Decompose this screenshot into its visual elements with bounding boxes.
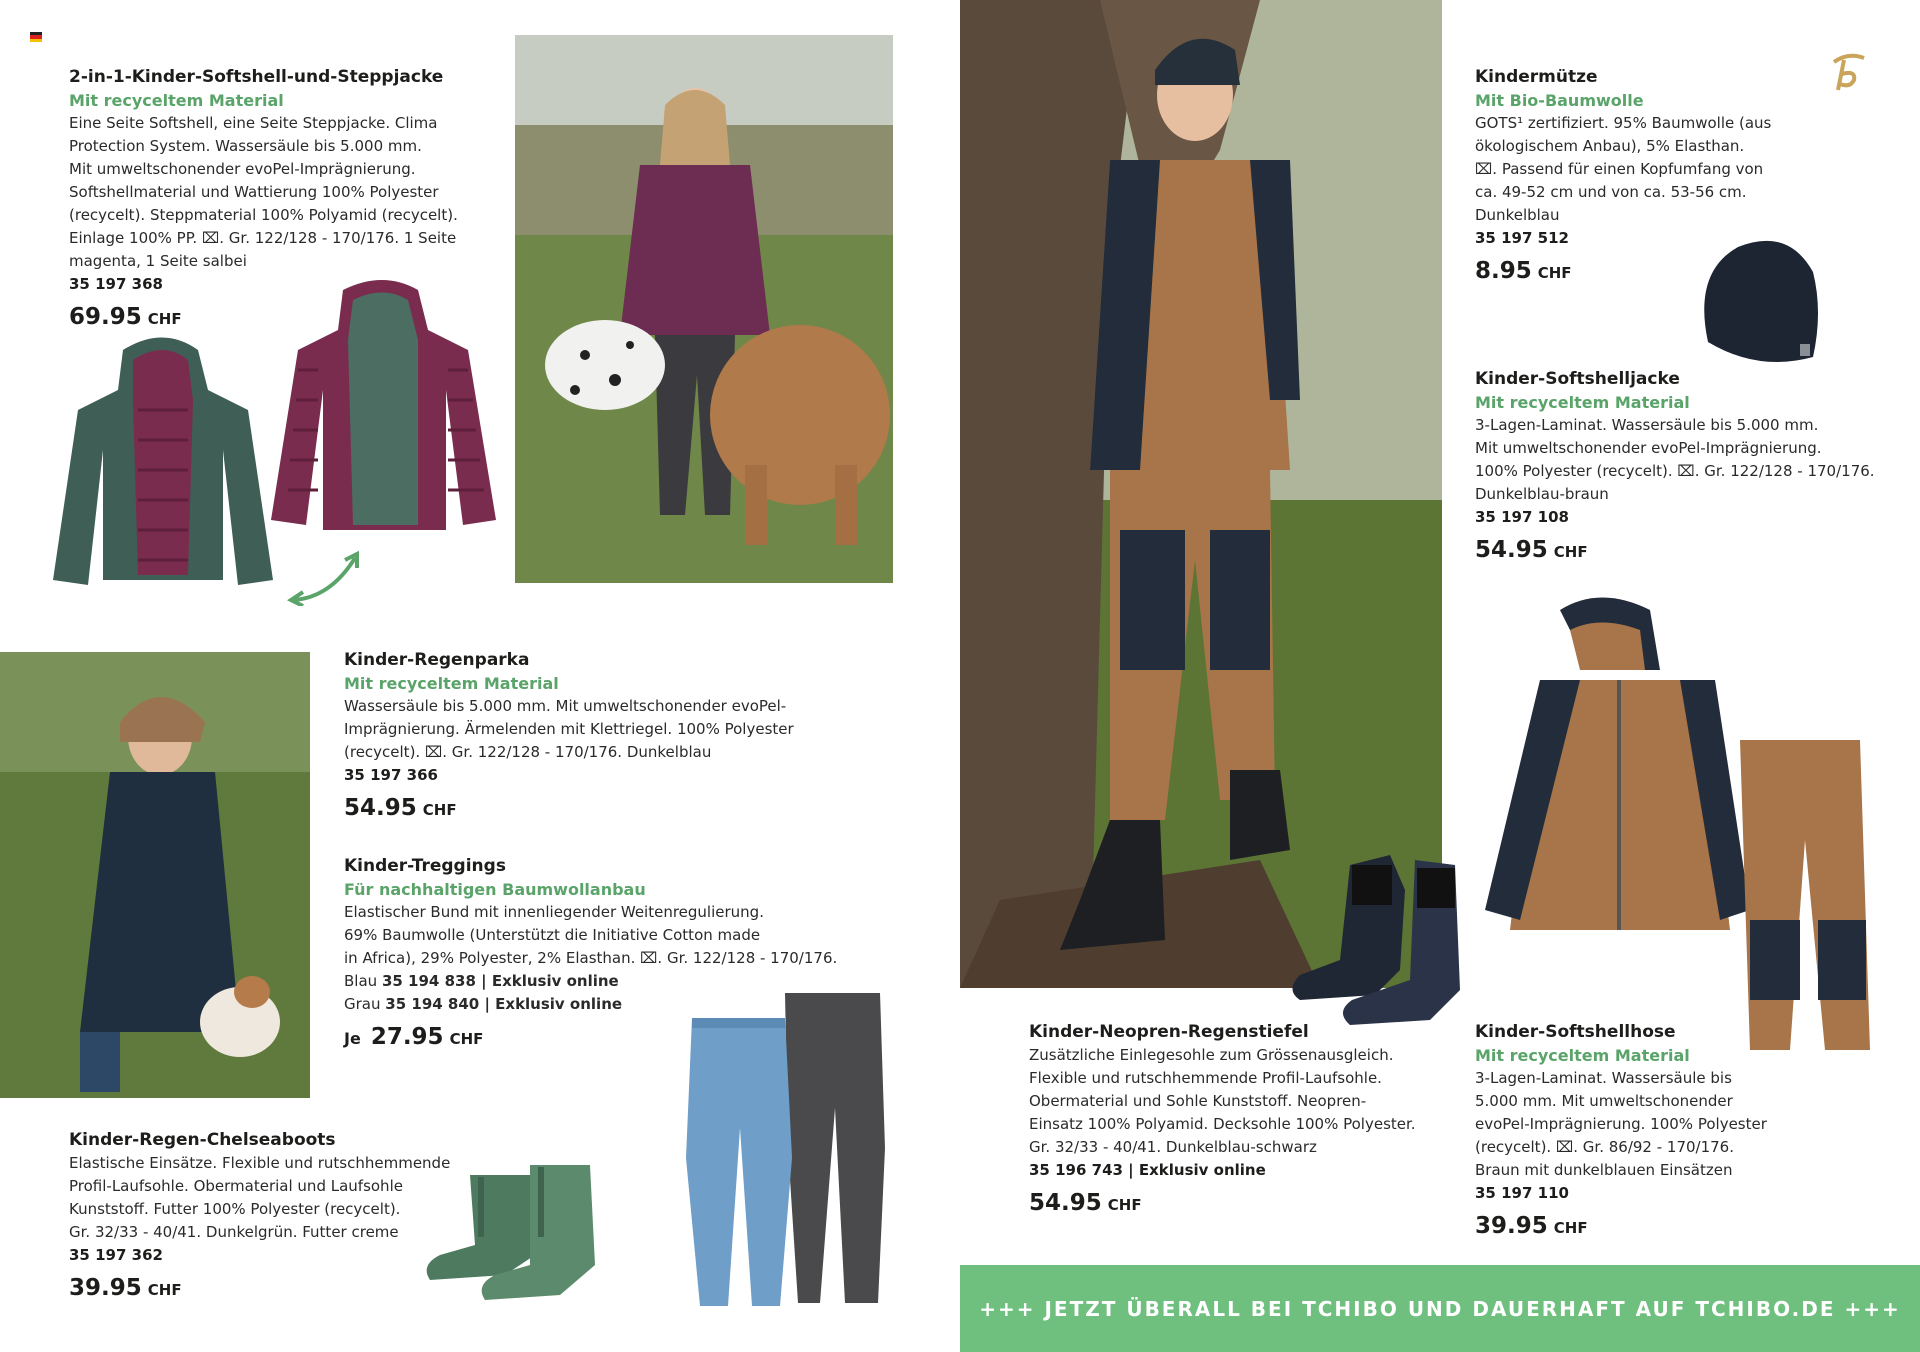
promo-banner-text: +++ JETZT ÜBERALL BEI TCHIBO UND DAUERHAFT AUF TCHIBO.DE +++ xyxy=(979,1296,1901,1321)
chelseaboots-image xyxy=(420,1155,610,1305)
product-softshellhose xyxy=(1475,1021,1875,1243)
promo-banner xyxy=(960,1265,1920,1352)
photo-girl-with-dogs xyxy=(515,35,893,583)
price: 54.95 CHF xyxy=(344,795,457,821)
price: 8.95 CHF xyxy=(1475,258,1572,284)
product-subtitle: Mit recyceltem Material xyxy=(69,91,284,110)
article-number: 35 197 368 xyxy=(69,275,163,293)
product-title: Kinder-Neopren-Regenstiefel xyxy=(1029,1022,1309,1042)
article-number: 35 197 362 xyxy=(69,1246,163,1264)
article-number: 35 196 743 | Exklusiv online xyxy=(1029,1161,1266,1179)
product-regenparka xyxy=(344,649,824,825)
article-number: 35 197 512 xyxy=(1475,229,1569,247)
product-title: Kinder-Treggings xyxy=(344,856,506,876)
product-subtitle: Mit recyceltem Material xyxy=(1475,393,1690,412)
price: 39.95 CHF xyxy=(69,1275,182,1301)
product-softshelljacke xyxy=(1475,368,1915,567)
product-title: Kinder-Regen-Chelseaboots xyxy=(69,1130,336,1150)
article-number: 35 197 110 xyxy=(1475,1184,1569,1202)
jacket-magenta-image xyxy=(268,280,498,540)
neopren-regenstiefel-image xyxy=(1280,850,1470,1030)
product-subtitle: Mit recyceltem Material xyxy=(1475,1046,1690,1065)
price: Je 27.95 CHF xyxy=(344,1024,484,1050)
variant-grau: Grau 35 194 840 | Exklusiv online xyxy=(344,995,623,1013)
jacket-salbei-image xyxy=(48,330,278,590)
product-description: GOTS¹ zertifiziert. 95% Baumwolle (aus ökologischem Anbau), 5% Elasthan. ⌧. Passend für einen Kopfumfang von ca. 49-52 cm und von ca. 53-56 cm. Dunkelblau xyxy=(1475,114,1772,224)
product-neopren-regenstiefel xyxy=(1029,1021,1449,1220)
kindermuetze-image xyxy=(1688,232,1823,372)
product-description: Zusätzliche Einlegesohle zum Grössenausgleich. Flexible und rutschhemmende Profil-Laufsohle. Obermaterial und Sohle Kunststoff. Neopren- Einsatz 100% Polyamid. Decksohle 100% Polyester. Gr. 32/33 - 40/41. Dunkelblau-schwarz xyxy=(1029,1046,1416,1156)
product-title: Kinder-Regenparka xyxy=(344,650,530,670)
product-title: Kinder-Softshelljacke xyxy=(1475,369,1680,389)
product-description: Wassersäule bis 5.000 mm. Mit umweltschonender evoPel- Imprägnierung. Ärmelenden mit Klettriegel. 100% Polyester (recycelt). ⌧. Gr. 122/128 - 170/176. Dunkelblau xyxy=(344,697,794,761)
variant-blau: Blau 35 194 838 | Exklusiv online xyxy=(344,972,619,990)
photo-boy-softshell-outfit xyxy=(960,0,1442,988)
product-subtitle: Mit Bio-Baumwolle xyxy=(1475,91,1644,110)
product-description: 3-Lagen-Laminat. Wassersäule bis 5.000 mm. Mit umweltschonender evoPel-Imprägnierung. 100% Polyester (recycelt). ⌧. Gr. 122/128 - 170/176. Dunkelblau-braun xyxy=(1475,416,1875,503)
product-title: Kinder-Softshellhose xyxy=(1475,1022,1676,1042)
product-subtitle: Mit recyceltem Material xyxy=(344,674,559,693)
article-number: 35 197 366 xyxy=(344,766,438,784)
product-title: Kindermütze xyxy=(1475,67,1598,87)
photo-child-in-regenparka xyxy=(0,652,310,1098)
price: 69.95 CHF xyxy=(69,304,182,330)
product-description: 3-Lagen-Laminat. Wassersäule bis 5.000 mm. Mit umweltschonender evoPel-Imprägnierung. 100% Polyester (recycelt). ⌧. Gr. 86/92 - 170/176. Braun mit dunkelblauen Einsätzen xyxy=(1475,1069,1767,1179)
treggings-image xyxy=(680,988,890,1308)
product-description: Eine Seite Softshell, eine Seite Steppjacke. Clima Protection System. Wassersäule bis 5.000 mm. Mit umweltschonender evoPel-Imprägnierung. Softshellmaterial und Wattierung 100% Polyester (recycelt). Steppmaterial 100% Polyamid (recycelt). Einlage 100% PP. ⌧. Gr. 122/128 - 170/176. 1 Seite magenta, 1 Seite salbei xyxy=(69,114,458,270)
reversible-arrow-icon xyxy=(285,548,365,606)
price: 54.95 CHF xyxy=(1029,1190,1142,1216)
price: 39.95 CHF xyxy=(1475,1213,1588,1239)
article-number: 35 197 108 xyxy=(1475,508,1569,526)
product-description: Elastischer Bund mit innenliegender Weitenregulierung. 69% Baumwolle (Unterstützt die Initiative Cotton made in Africa), 29% Polyester, 2% Elasthan. ⌧. Gr. 122/128 - 170/176. xyxy=(344,903,838,967)
product-subtitle: Für nachhaltigen Baumwollanbau xyxy=(344,880,646,899)
product-description: Elastische Einsätze. Flexible und rutschhemmende Profil-Laufsohle. Obermaterial und Laufsohle Kunststoff. Futter 100% Polyester (recycelt). Gr. 32/33 - 40/41. Dunkelgrün. Futter creme xyxy=(69,1154,451,1241)
product-title: 2-in-1-Kinder-Softshell-und-Steppjacke xyxy=(69,67,444,87)
softshelljacke-und-hose-image xyxy=(1480,590,1880,1070)
price: 54.95 CHF xyxy=(1475,537,1588,563)
country-flag-icon xyxy=(30,32,42,42)
